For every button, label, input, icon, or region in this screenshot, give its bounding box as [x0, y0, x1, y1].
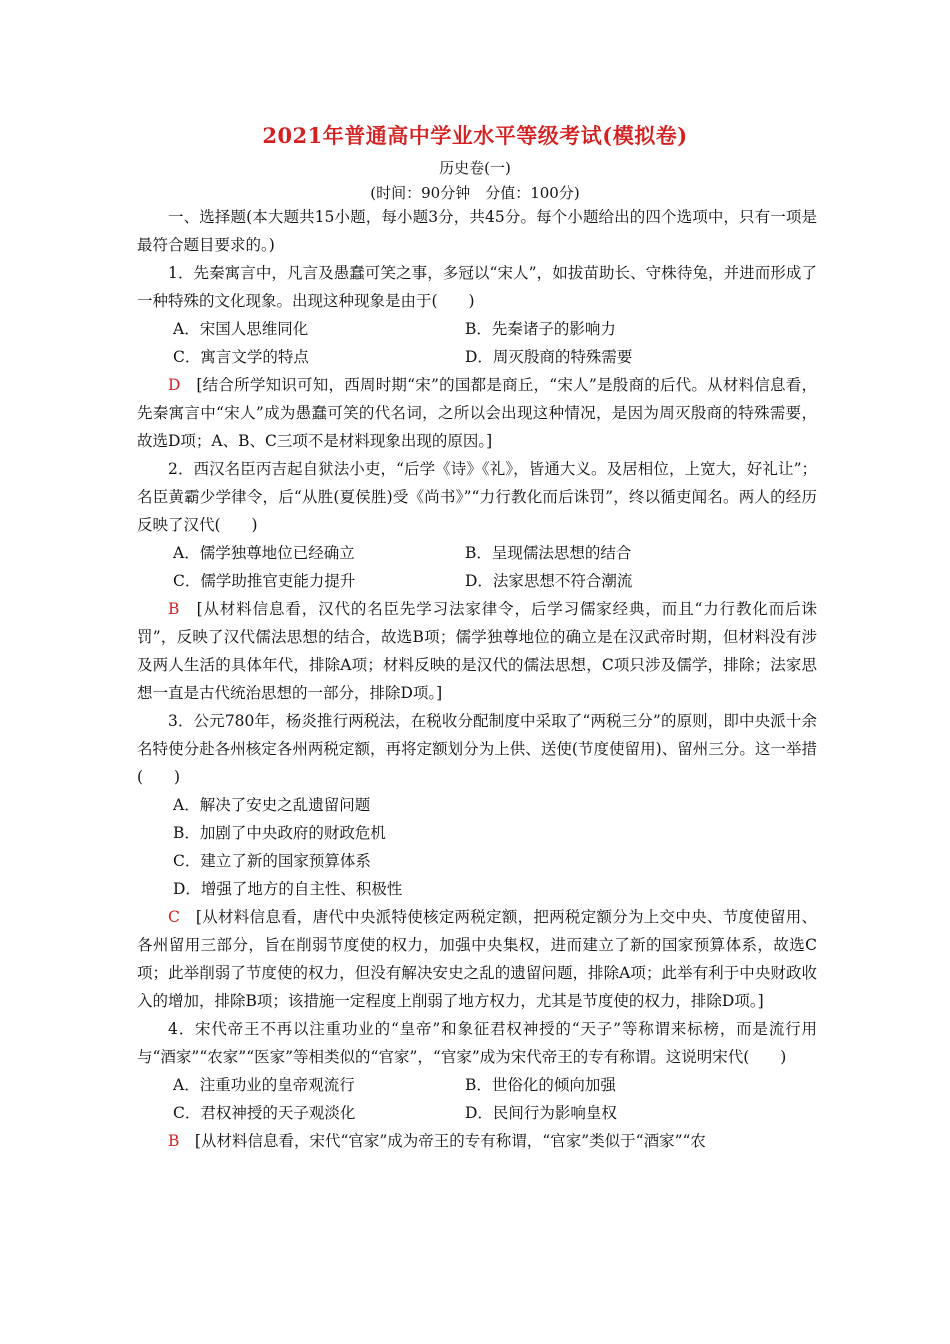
- explanation-text: [结合所学知识可知，西周时期“宋”的国都是商丘，“宋人”是殷商的后代。从材料信息看，先秦寓言中“宋人”成为愚蠢可笑的代名词，之所以会出现这种情况，是因为周灭殷商的特殊需要，故选D项；A、B、C三项不是材料现象出现的原因。]: [137, 376, 817, 450]
- answer-explanation: [137, 371, 817, 455]
- option-d: D．法家思想不符合潮流: [465, 572, 633, 590]
- option-c: C．儒学助推官吏能力提升: [173, 572, 356, 590]
- question-stem: 1．先秦寓言中，凡言及愚蠢可笑之事，多冠以“宋人”，如拔苗助长、守株待兔，并进而形成了一种特殊的文化现象。出现这种现象是由于( ): [137, 264, 817, 310]
- option-d: D．增强了地方的自主性、积极性: [173, 880, 403, 898]
- answer-letter: D: [168, 376, 181, 394]
- option-row: [137, 1099, 817, 1127]
- option-row: [137, 1071, 817, 1099]
- answer-letter: B: [168, 600, 180, 618]
- option-b: B．世俗化的倾向加强: [465, 1076, 616, 1094]
- question-3: [137, 707, 817, 1015]
- option-d: D．周灭殷商的特殊需要: [465, 348, 633, 366]
- question-stem: 4．宋代帝王不再以注重功业的“皇帝”和象征君权神授的“天子”等称谓来标榜，而是流行用与“酒家”“农家”“医家”等相类似的“官家”，“官家”成为宋代帝王的专有称谓。这说明宋代( ): [137, 1020, 817, 1066]
- option-c: C．君权神授的天子观淡化: [173, 1104, 356, 1122]
- answer-letter: C: [168, 908, 180, 926]
- option-c: C．寓言文学的特点: [173, 348, 309, 366]
- option-a: A．宋国人思维同化: [173, 320, 309, 338]
- question-stem: 3．公元780年，杨炎推行两税法，在税收分配制度中采取了“两税三分”的原则，即中央派十余名特使分赴各州核定各州两税定额，再将定额划分为上供、送使(节度使留用)、留州三分。这一举措( ): [137, 712, 817, 786]
- section-intro: 一、选择题(本大题共15小题，每小题3分，共45分。每个小题给出的四个选项中，只有一项是最符合题目要求的。): [137, 208, 817, 254]
- option-a: A．注重功业的皇帝观流行: [173, 1076, 355, 1094]
- explanation-text: [从材料信息看，宋代“官家”成为帝王的专有称谓，“官家”类似于“酒家”“农: [194, 1132, 706, 1150]
- question-1: [137, 259, 817, 455]
- option-a: A．儒学独尊地位已经确立: [173, 544, 355, 562]
- explanation-text: [从材料信息看，唐代中央派特使核定两税定额，把两税定额分为上交中央、节度使留用、各州留用三部分，旨在削弱节度使的权力，加强中央集权，进而建立了新的国家预算体系，故选C项；此举削弱了节度使的权力，但没有解决安史之乱的遗留问题，排除A项；此举有利于中央财政收入的增加，排除B项；该措施一定程度上削弱了地方权力，尤其是节度使的权力，排除D项。]: [137, 908, 817, 1010]
- answer-explanation: [137, 1127, 817, 1155]
- answer-explanation: [137, 595, 817, 707]
- question-2: [137, 455, 817, 707]
- option-b: B．加剧了中央政府的财政危机: [173, 824, 386, 842]
- option-row: [137, 343, 817, 371]
- exam-title: 2021年普通高中学业水平等级考试(模拟卷): [262, 123, 688, 148]
- option-a: A．解决了安史之乱遗留问题: [173, 796, 371, 814]
- option-b: B．先秦诸子的影响力: [465, 320, 616, 338]
- exam-subtitle: 历史卷(一): [439, 159, 511, 177]
- option-b: B．呈现儒法思想的结合: [465, 544, 632, 562]
- exam-content: [137, 203, 817, 1155]
- option-row: [137, 315, 817, 343]
- question-4: [137, 1015, 817, 1155]
- explanation-text: [从材料信息看，汉代的名臣先学习法家律令，后学习儒家经典，而且“力行教化而后诛罚”，反映了汉代儒法思想的结合，故选B项；儒学独尊地位的确立是在汉武帝时期，但材料没有涉及两人生活的具体年代，排除A项；材料反映的是汉代的儒法思想，C项只涉及儒学，排除；法家思想一直是古代统治思想的一部分，排除D项。]: [137, 600, 817, 702]
- time-score-info: (时间：90分钟 分值：100分): [370, 184, 580, 202]
- option-c: C．建立了新的国家预算体系: [173, 852, 371, 870]
- answer-letter: B: [168, 1132, 180, 1150]
- option-row: [137, 539, 817, 567]
- question-stem: 2．西汉名臣丙吉起自狱法小吏，“后学《诗》《礼》，皆通大义。及居相位，上宽大，好礼让”；名臣黄霸少学律令，后“从胜(夏侯胜)受《尚书》”“力行教化而后诛罚”，终以循吏闻名。两人的经历反映了汉代( ): [137, 460, 817, 534]
- option-row: [137, 567, 817, 595]
- answer-explanation: [137, 903, 817, 1015]
- option-d: D．民间行为影响皇权: [465, 1104, 617, 1122]
